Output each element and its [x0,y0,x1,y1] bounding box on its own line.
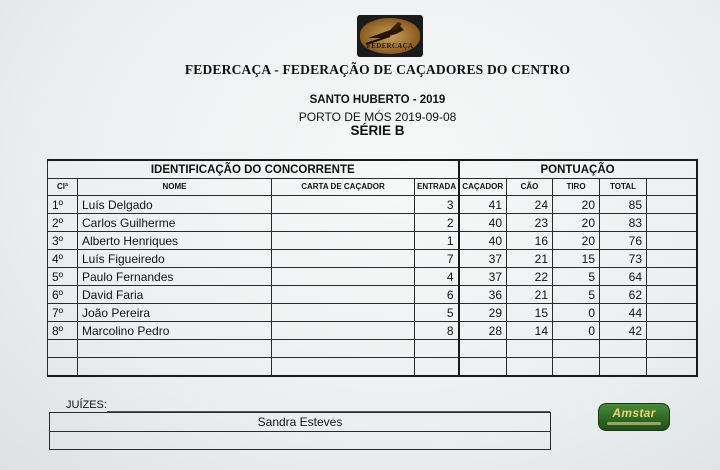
col-header-entry: ENTRADA [415,179,459,196]
cell-dog: 14 [507,322,553,340]
cell-blank [647,286,697,304]
table-row [48,286,697,304]
cell-name: Marcolino Pedro [78,322,272,340]
cell-entry: 5 [415,304,459,322]
sponsor-tagline-bar [607,422,661,425]
logo-emblem [360,18,420,54]
cell-entry: 1 [415,232,459,250]
cell-card [272,268,415,286]
cell-hunter: 36 [459,286,507,304]
cell-name: David Faria [78,286,272,304]
cell-total: 44 [600,304,647,322]
col-header-card: CARTA DE CAÇADOR [272,179,415,196]
cell-hunter: 37 [459,268,507,286]
cell-hunter: 29 [459,304,507,322]
cell-entry: 3 [415,196,459,214]
cell-total: 76 [600,232,647,250]
cell-rank: 4º [48,250,78,268]
cell-card [272,286,415,304]
cell-dog: 22 [507,268,553,286]
col-header-hunter: CAÇADOR [459,179,507,196]
judges-label: JUÍZES: [66,399,107,411]
sponsor-name: Amstar [612,406,656,420]
cell-card [272,304,415,322]
table-row [48,250,697,268]
event-location-date: PORTO DE MÓS 2019-09-08 [298,110,457,124]
cell-entry: 2 [415,214,459,232]
cell-name: Luís Delgado [78,196,272,214]
cell-card [272,232,415,250]
cell-rank: 8º [48,322,78,340]
table-row [48,304,697,322]
col-header-dog: CÃO [507,179,553,196]
cell-shot: 0 [553,322,600,340]
cell-shot: 20 [553,232,600,250]
cell-entry: 8 [415,322,459,340]
cell-hunter: 40 [459,214,507,232]
cell-name: Luís Figueiredo [78,250,272,268]
cell-rank: 6º [48,286,78,304]
cell-name: Alberto Henriques [78,232,272,250]
cell-blank [647,304,697,322]
cell-total: 42 [600,322,647,340]
cell-dog: 23 [507,214,553,232]
cell-name: Carlos Guilherme [78,214,272,232]
series-title: SÉRIE B [350,123,405,138]
cell-card [272,196,415,214]
cell-card [272,322,415,340]
group-identification-header: IDENTIFICAÇÃO DO CONCORRENTE [48,160,459,179]
results-table [47,159,698,377]
cell-entry: 6 [415,286,459,304]
cell-dog: 24 [507,196,553,214]
logo-text: FEDERCAÇA [366,42,414,50]
cell-dog: 21 [507,250,553,268]
table-row [48,268,697,286]
cell-blank [647,214,697,232]
event-title: SANTO HUBERTO - 2019 [309,94,446,106]
cell-shot: 15 [553,250,600,268]
col-header-blank [647,179,697,196]
cell-shot: 0 [553,304,600,322]
cell-dog: 15 [507,304,553,322]
cell-hunter: 41 [459,196,507,214]
cell-shot: 20 [553,196,600,214]
federcaca-logo [357,15,423,57]
cell-shot: 20 [553,214,600,232]
col-header-shot: TIRO [553,179,600,196]
cell-name: Paulo Fernandes [78,268,272,286]
cell-total: 62 [600,286,647,304]
cell-rank: 1º [48,196,78,214]
cell-shot: 5 [553,268,600,286]
empty-row [48,358,697,377]
cell-blank [647,232,697,250]
group-header-row [48,160,697,179]
cell-entry: 4 [415,268,459,286]
sponsor-logo [598,403,670,431]
cell-total: 85 [600,196,647,214]
cell-card [272,250,415,268]
col-header-name: NOME [78,179,272,196]
cell-blank [647,196,697,214]
cell-shot: 5 [553,286,600,304]
judge-name: Sandra Esteves [50,413,550,432]
empty-row [48,340,697,358]
cell-rank: 3º [48,232,78,250]
table-row [48,196,697,214]
table-row [48,322,697,340]
col-header-cl: Clª [48,179,78,196]
cell-entry: 7 [415,250,459,268]
cell-rank: 7º [48,304,78,322]
organization-title: FEDERCAÇA - FEDERAÇÃO DE CAÇADORES DO CENTRO [184,62,571,77]
cell-blank [647,250,697,268]
cell-blank [647,322,697,340]
col-header-total: TOTAL [600,179,647,196]
column-header-row [48,179,697,196]
group-score-header: PONTUAÇÃO [459,160,697,179]
cell-rank: 5º [48,268,78,286]
cell-rank: 2º [48,214,78,232]
table-row [48,232,697,250]
judges-box [49,412,551,450]
cell-blank [647,268,697,286]
cell-total: 64 [600,268,647,286]
cell-total: 73 [600,250,647,268]
cell-hunter: 28 [459,322,507,340]
cell-dog: 21 [507,286,553,304]
cell-hunter: 37 [459,250,507,268]
cell-card [272,214,415,232]
cell-dog: 16 [507,232,553,250]
cell-total: 83 [600,214,647,232]
table-row [48,214,697,232]
cell-name: João Pereira [78,304,272,322]
cell-hunter: 40 [459,232,507,250]
